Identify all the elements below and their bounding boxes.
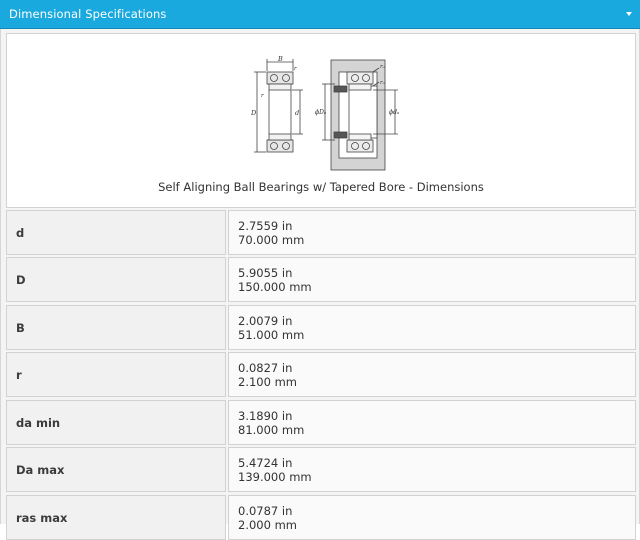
spec-label-cell: [6, 400, 226, 445]
caret-down-icon[interactable]: [626, 12, 632, 16]
label-r-left: r: [261, 93, 264, 99]
specifications-panel: [0, 29, 640, 532]
spec-row: [6, 210, 636, 255]
figure-caption: Self Aligning Ball Bearings w/ Tapered Bore - Dimensions: [158, 180, 484, 194]
section-header[interactable]: [0, 0, 640, 29]
spec-value-mm: 2.000 mm: [238, 518, 297, 532]
spec-label: r: [16, 368, 22, 382]
spec-value-inch: 0.0827 in: [238, 361, 293, 375]
spec-value-inch: 0.0787 in: [238, 504, 293, 518]
spec-value-inch: 2.7559 in: [238, 219, 293, 233]
bearing-dimension-diagram: [241, 56, 411, 174]
label-da: ϕdₐ: [389, 109, 400, 116]
label-B: B: [278, 56, 283, 63]
label-r-top: r: [294, 66, 297, 72]
spec-label-cell: [6, 257, 226, 302]
spec-label-cell: [6, 352, 226, 397]
spec-value-cell: [228, 495, 636, 540]
bearing-figure: [6, 33, 636, 208]
spec-value-inch: 2.0079 in: [238, 314, 293, 328]
spec-label: Da max: [16, 463, 65, 477]
spec-value-mm: 51.000 mm: [238, 328, 305, 342]
spec-label: da min: [16, 416, 61, 430]
spec-value-mm: 81.000 mm: [238, 423, 305, 437]
spec-value-cell: [228, 305, 636, 350]
label-ra-right: rₐ: [380, 80, 385, 86]
label-Da: ϕDₐ: [315, 109, 327, 116]
spec-label: B: [16, 321, 25, 335]
spec-value-cell: [228, 257, 636, 302]
spec-label-cell: [6, 305, 226, 350]
spec-row: [6, 400, 636, 445]
spec-row: [6, 352, 636, 397]
spec-label-cell: [6, 447, 226, 492]
spec-value-mm: 139.000 mm: [238, 470, 312, 484]
spec-value-mm: 2.100 mm: [238, 375, 297, 389]
spec-row: [6, 495, 636, 540]
label-ra-top: rₐ: [380, 64, 385, 70]
spec-value-inch: 3.1890 in: [238, 409, 293, 423]
spec-row: [6, 305, 636, 350]
spec-row: [6, 447, 636, 492]
label-D: D: [251, 109, 257, 117]
spec-value-cell: [228, 447, 636, 492]
spec-value-cell: [228, 400, 636, 445]
spec-row: [6, 257, 636, 302]
spec-value-cell: [228, 210, 636, 255]
spec-label-cell: [6, 495, 226, 540]
spec-value-inch: 5.4724 in: [238, 456, 293, 470]
spec-label-cell: [6, 210, 226, 255]
spec-label: D: [16, 273, 26, 287]
label-d: d: [295, 109, 300, 117]
spec-label: d: [16, 226, 25, 240]
section-title: Dimensional Specifications: [9, 7, 167, 21]
spec-value-mm: 70.000 mm: [238, 233, 305, 247]
spec-value-inch: 5.9055 in: [238, 266, 293, 280]
spec-value-mm: 150.000 mm: [238, 280, 312, 294]
spec-value-cell: [228, 352, 636, 397]
spec-label: ras max: [16, 511, 68, 525]
